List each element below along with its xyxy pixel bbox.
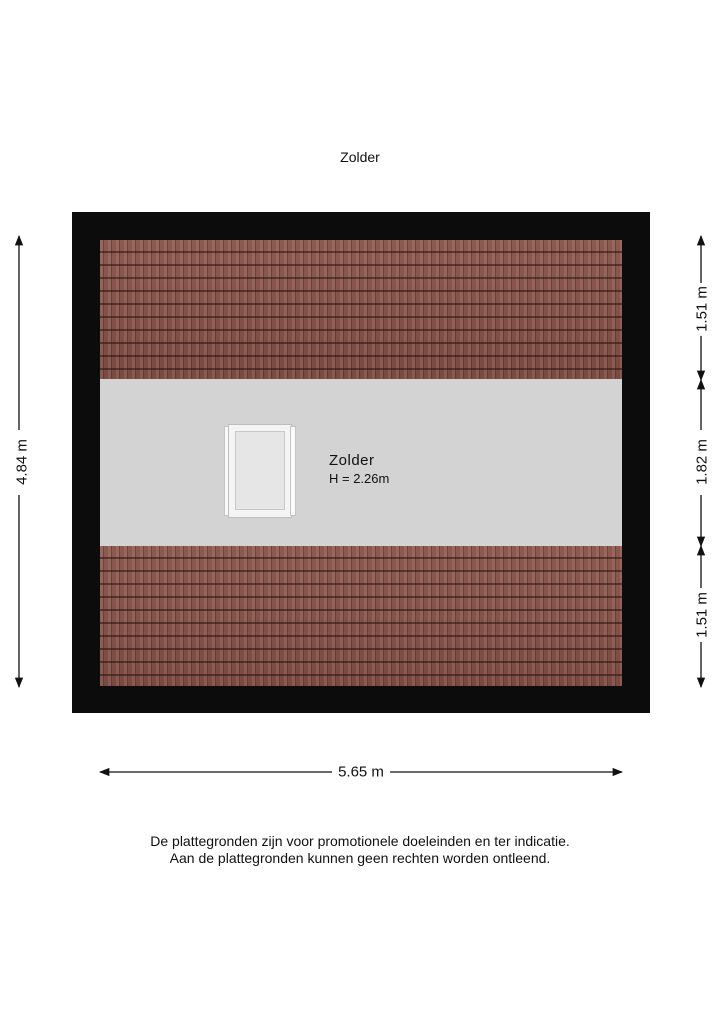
disclaimer-line-2: Aan de plattegronden kunnen geen rechten worden ontleend.: [169, 850, 551, 866]
dimension-label-left: 4.84 m: [13, 439, 31, 485]
dimension-label-right-middle: 1.82 m: [693, 439, 711, 485]
page-title: Zolder: [340, 149, 380, 165]
dimension-label-bottom: 5.65 m: [332, 764, 390, 781]
room-height-label: H = 2.26m: [329, 471, 390, 486]
disclaimer: [0, 833, 720, 867]
disclaimer-line-1: De plattegronden zijn voor promotionele doeleinden en ter indicatie.: [150, 833, 570, 849]
room-label: Zolder: [329, 452, 375, 469]
dimension-label-right-top: 1.51 m: [693, 286, 711, 332]
dimension-label-right-bottom: 1.51 m: [693, 592, 711, 638]
